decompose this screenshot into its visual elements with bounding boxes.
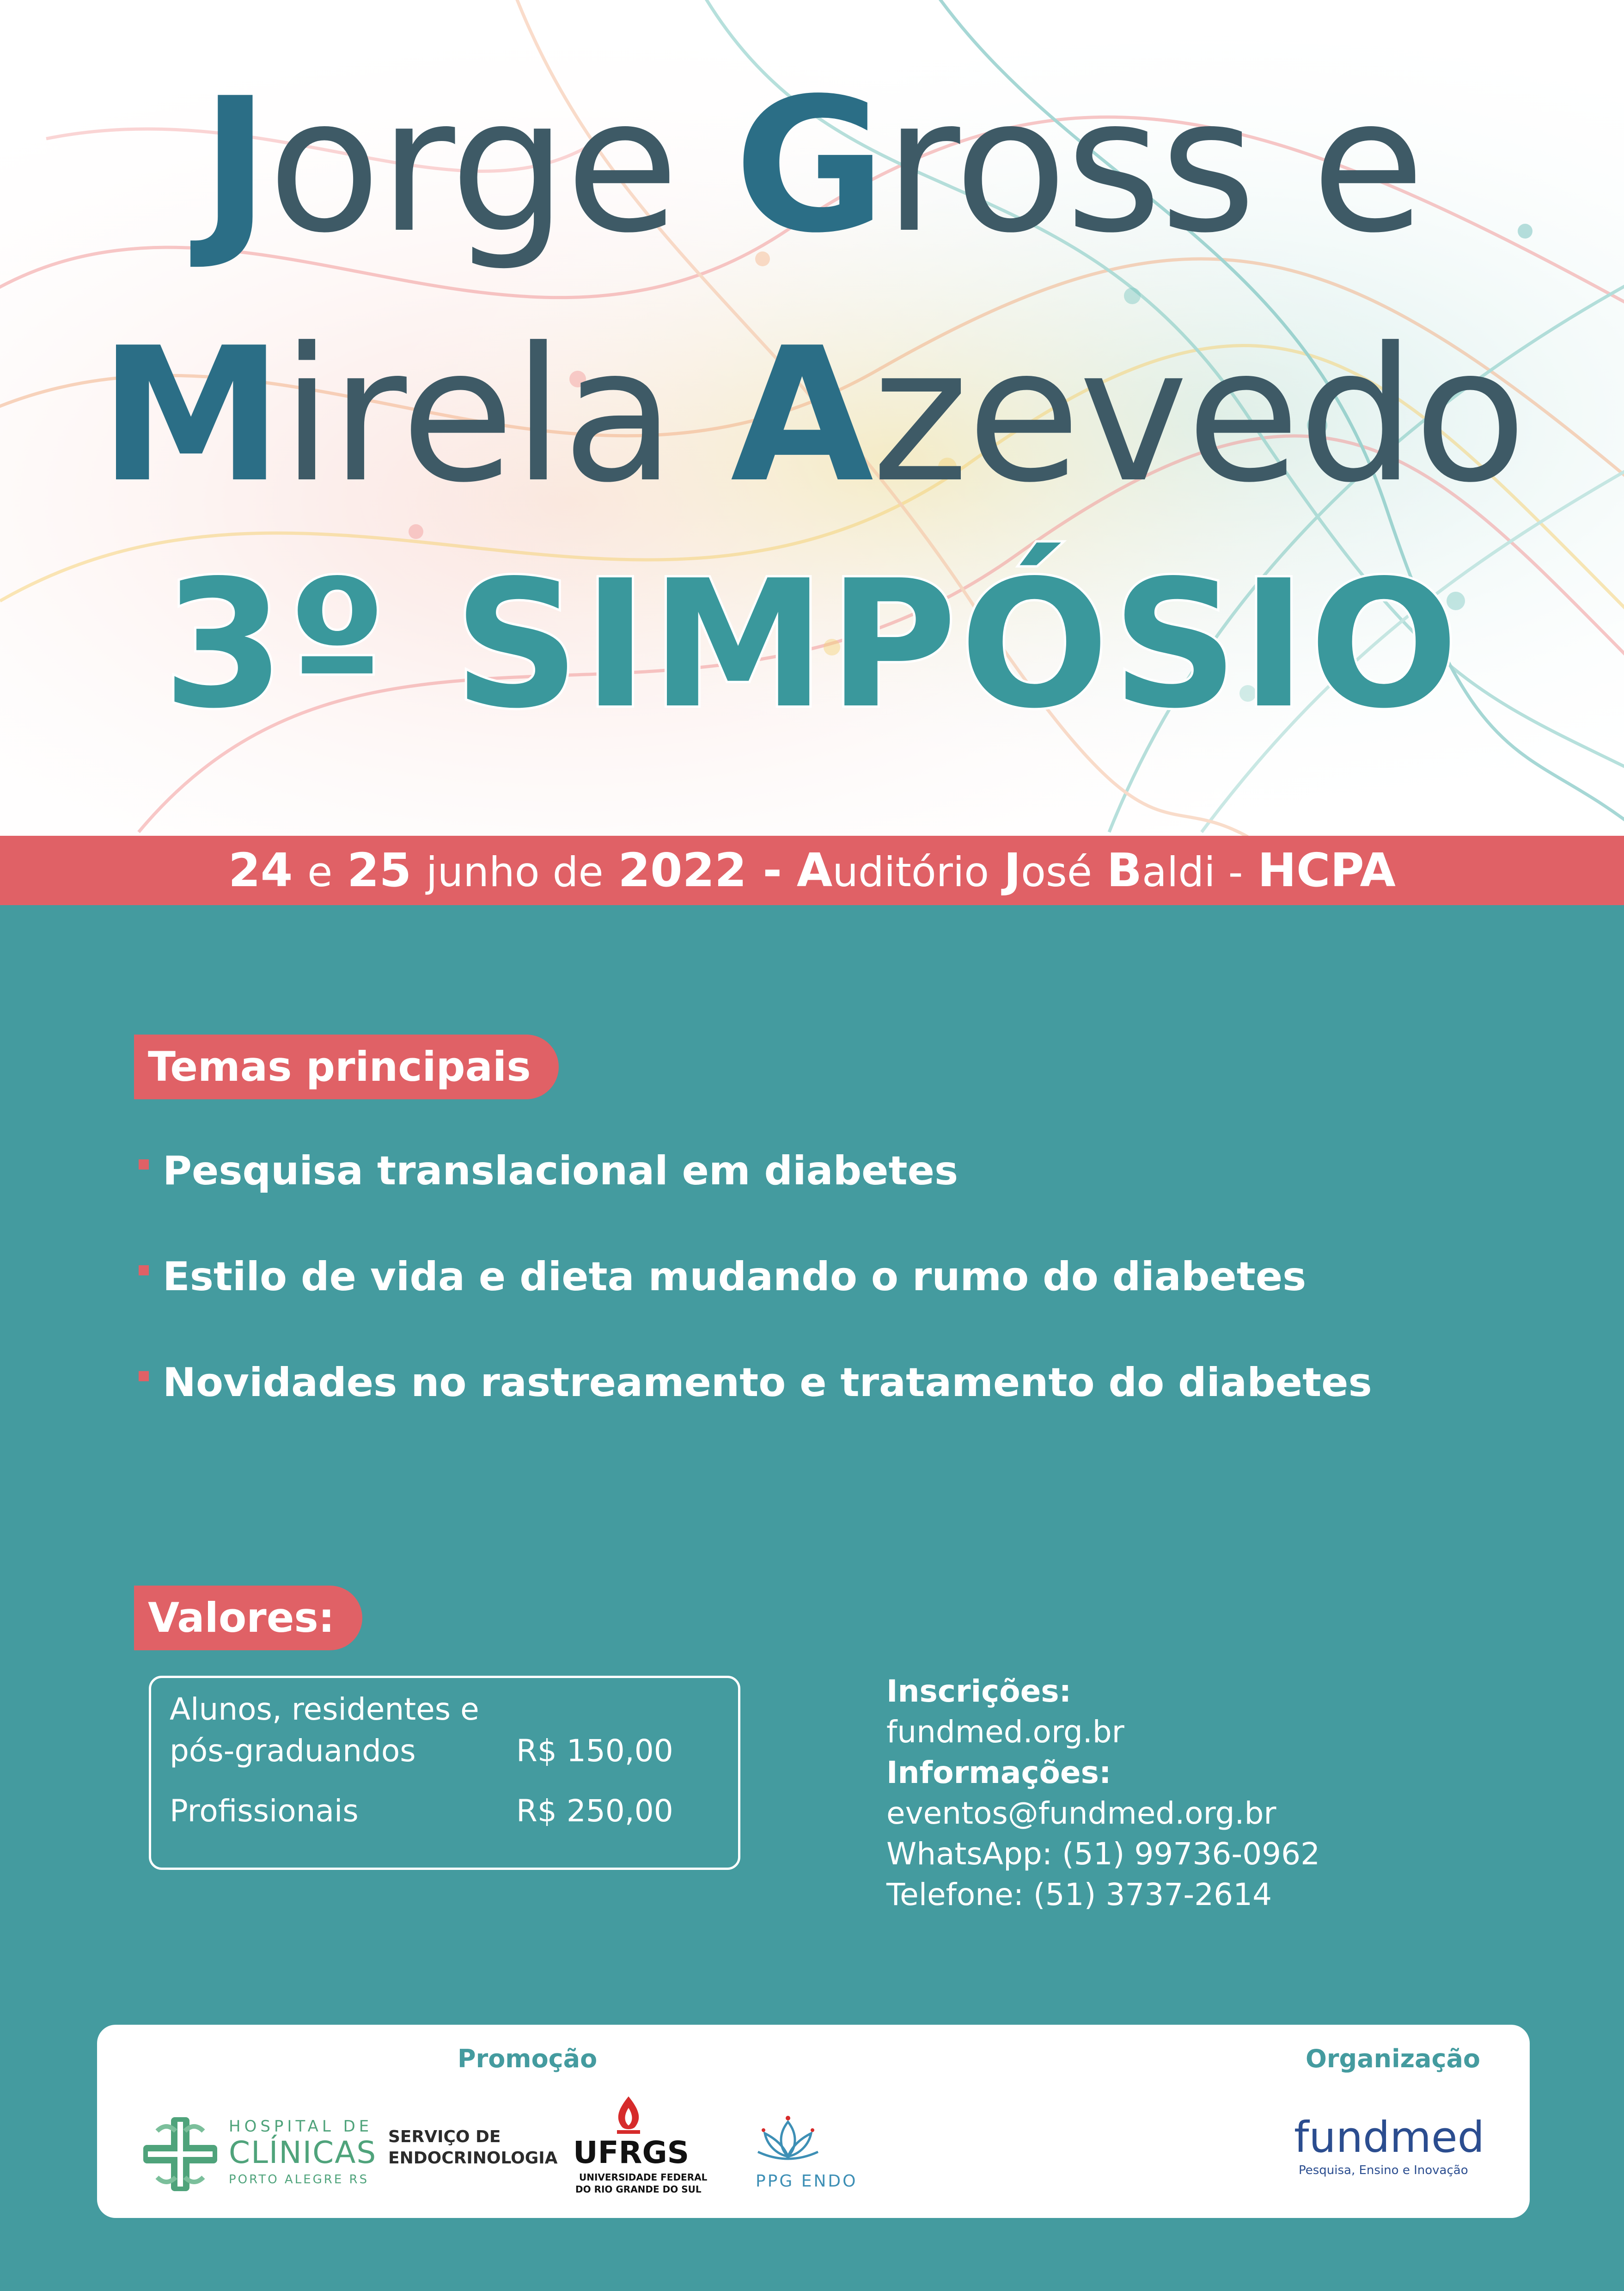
promocao-heading: Promoção — [458, 2044, 598, 2073]
price-table — [149, 1676, 740, 1870]
whatsapp-text: WhatsApp: (51) 99736-0962 — [886, 1836, 1320, 1872]
hcpa-logo-icon — [139, 2113, 222, 2196]
servico-logo-line2: ENDOCRINOLOGIA — [388, 2149, 558, 2168]
price-label-professionals: Profissionais — [170, 1793, 359, 1829]
price-label-students: Alunos, residentes e — [170, 1691, 479, 1727]
ufrgs-sub-line2: DO RIO GRANDE DO SUL — [575, 2184, 702, 2195]
hcpa-logo-bottom: PORTO ALEGRE RS — [229, 2173, 369, 2187]
bullet-square-icon — [139, 1371, 149, 1381]
bullet-square-icon — [139, 1265, 149, 1275]
hcpa-logo-main: CLÍNICAS — [229, 2135, 377, 2170]
fundmed-logo-text: fundmed — [1294, 2113, 1485, 2162]
tema-item: Novidades no rastreamento e tratamento do diabetes — [139, 1357, 1372, 1408]
sponsors-footer — [97, 2025, 1530, 2218]
informacoes-label: Informações: — [886, 1755, 1111, 1790]
telefone-text: Telefone: (51) 3737-2614 — [886, 1877, 1272, 1912]
servico-logo-line1: SERVIÇO DE — [388, 2127, 501, 2146]
inscricoes-link[interactable]: fundmed.org.br — [886, 1714, 1124, 1750]
ppg-endo-text: PPG ENDO — [756, 2172, 858, 2191]
ufrgs-flame-icon — [610, 2094, 647, 2136]
tema-item: Estilo de vida e dieta mudando o rumo do diabetes — [139, 1251, 1306, 1302]
price-value-professionals: R$ 250,00 — [516, 1793, 673, 1829]
ufrgs-sub-line1: UNIVERSIDADE FEDERAL — [579, 2172, 708, 2183]
date-venue-ribbon: 24 e 25 junho de 2022 - Auditório José Baldi - HCPA — [0, 836, 1624, 905]
price-label-students-cont: pós-graduandos — [170, 1733, 416, 1769]
ufrgs-logo-text: UFRGS — [573, 2135, 690, 2170]
hcpa-logo-top: HOSPITAL DE — [229, 2117, 373, 2136]
title-line-jorge-gross: Jorge Gross e — [201, 59, 1423, 274]
email-link[interactable]: eventos@fundmed.org.br — [886, 1795, 1276, 1831]
hero-artwork — [0, 0, 1624, 837]
inscricoes-label: Inscrições: — [886, 1673, 1072, 1709]
valores-heading: Valores: — [134, 1586, 362, 1650]
organizacao-heading: Organização — [1306, 2044, 1480, 2073]
price-value-students: R$ 150,00 — [516, 1733, 673, 1769]
title-simposio: 3º SIMPÓSIO — [163, 542, 1461, 747]
tema-item: Pesquisa translacional em diabetes — [139, 1146, 958, 1196]
temas-heading: Temas principais — [134, 1035, 559, 1099]
title-line-mirela-azevedo: Mirela Azevedo — [99, 308, 1525, 523]
fundmed-tagline: Pesquisa, Ensino e Inovação — [1299, 2163, 1468, 2177]
bullet-square-icon — [139, 1159, 149, 1170]
ppg-endo-lotus-icon — [753, 2113, 823, 2168]
